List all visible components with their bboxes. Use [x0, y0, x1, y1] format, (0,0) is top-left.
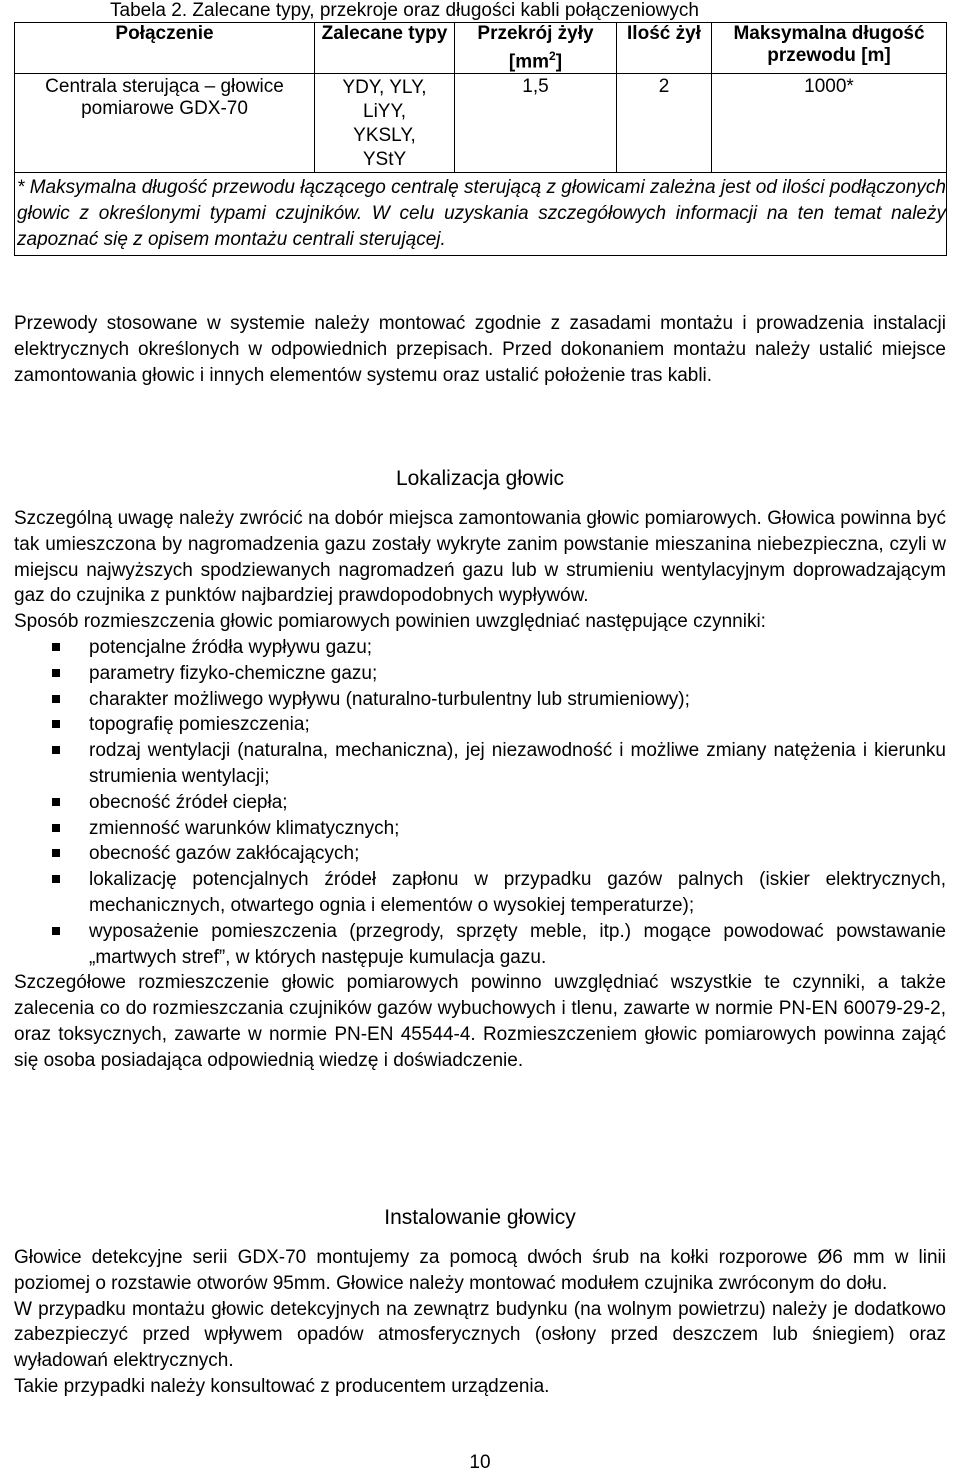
list-item: zmienność warunków klimatycznych; [14, 816, 946, 842]
cell-types: YDY, YLY, LiYY, YKSLY, YStY [315, 74, 455, 173]
cell-max-length: 1000* [712, 74, 947, 173]
instalowanie-paragraph-3: Takie przypadki należy konsultować z producentem urządzenia. [14, 1375, 550, 1397]
square-bullet-icon [52, 746, 60, 754]
section-title-instalowanie: Instalowanie głowicy [384, 1206, 576, 1229]
cell-connection: Centrala sterująca – głowice pomiarowe GDX-70 [15, 74, 315, 173]
table-row [15, 74, 947, 173]
section-instalowanie-body [14, 1245, 946, 1400]
square-bullet-icon [52, 695, 60, 703]
list-item: wyposażenie pomieszczenia (przegrody, sprzęty meble, itp.) mogące powodować powstawanie „martwych stref”, w których następuje kumulacja gazu. [14, 919, 946, 971]
section-lokalizacja-body [14, 506, 946, 1074]
header-max-length: Maksymalna długość przewodu [m] [712, 23, 947, 74]
list-item: charakter możliwego wypływu (naturalno-turbulentny lub strumieniowy); [14, 687, 946, 713]
square-bullet-icon [52, 669, 60, 677]
header-types: Zalecane typy [315, 23, 455, 74]
list-item: topografię pomieszczenia; [14, 712, 946, 738]
section-title-lokalizacja: Lokalizacja głowic [395, 467, 565, 490]
table-footnote-row [15, 173, 947, 256]
header-cross-section: Przekrój żyły $[mm^2]$ [455, 23, 617, 74]
lokalizacja-paragraph-3: Szczegółowe rozmieszczenie głowic pomiarowych powinno uwzględniać wszystkie te czynniki, a także zalecenia co do rozmieszczania czujników gazów wybuchowych i tlenu, zawarte w normie PN-EN 60079-29-2, oraz toksycznych, zawarte w normie PN-EN 45544-4. Rozmieszczeniem głowic pomiarowych powinna zająć się osoba posiadająca odpowiednią wiedzę i doświadczenie. [14, 972, 946, 1071]
cable-table [14, 22, 947, 256]
factors-list [14, 635, 946, 970]
table-header-row [15, 23, 947, 74]
list-item: potencjalne źródła wypływu gazu; [14, 635, 946, 661]
list-item: lokalizację potencjalnych źródeł zapłonu w przypadku gazów palnych (iskier elektrycznych, mechanicznych, otwartego ognia i elementów o wysokiej temperaturze); [14, 867, 946, 919]
square-bullet-icon [52, 798, 60, 806]
square-bullet-icon [52, 875, 60, 883]
cell-cores: 2 [617, 74, 712, 173]
list-item: rodzaj wentylacji (naturalna, mechaniczna), jej niezawodność i możliwe zmiany natężenia i kierunku strumienia wentylacji; [14, 738, 946, 790]
page-number: 10 [469, 1452, 491, 1473]
table-caption: Tabela 2. Zalecane typy, przekroje oraz długości kabli połączeniowych [110, 0, 699, 21]
instalowanie-paragraph-2: W przypadku montażu głowic detekcyjnych na zewnątrz budynku (na wolnym powietrzu) należy je dodatkowo zabezpieczyć przed wpływem opadów atmosferycznych (osłony przed deszczem lub śniegiem) oraz wyładowań elektrycznych. [14, 1298, 946, 1372]
cell-cross-section: 1,5 [455, 74, 617, 173]
square-bullet-icon [52, 720, 60, 728]
lokalizacja-paragraph-2: Sposób rozmieszczenia głowic pomiarowych powinien uwzględniać następujące czynniki: [14, 611, 766, 633]
lokalizacja-paragraph-1: Szczególną uwagę należy zwrócić na dobór miejsca zamontowania głowic pomiarowych. Głowica powinna być tak umieszczona by nagromadzenia gazu zostały wykryte zanim powstanie mieszanina niebezpieczna, czyli w miejscu najwyższych spodziewanych nagromadzeń gazu lub w strumieniu wentylacyjnym doprowadzającym gaz do czujnika z punktów najbardziej prawdopodobnych wypływów. [14, 508, 946, 607]
table-footnote: * Maksymalna długość przewodu łączącego centralę sterującą z głowicami zależna jest od ilości podłączonych głowic z określonymi typami czujników. W celu uzyskania szczegółowych informacji na ten temat należy zapoznać się z opisem montażu centrali sterującej. [15, 173, 947, 256]
list-item: obecność gazów zakłócających; [14, 841, 946, 867]
square-bullet-icon [52, 927, 60, 935]
square-bullet-icon [52, 824, 60, 832]
square-bullet-icon [52, 643, 60, 651]
intro-paragraph: Przewody stosowane w systemie należy montować zgodnie z zasadami montażu i prowadzenia instalacji elektrycznych określonych w odpowiednich przepisach. Przed dokonaniem montażu należy ustalić miejsce zamontowania głowic i innych elementów systemu oraz ustalić położenie tras kabli. [14, 313, 946, 386]
header-connection: Połączenie [15, 23, 315, 74]
instalowanie-paragraph-1: Głowice detekcyjne serii GDX-70 montujemy za pomocą dwóch śrub na kołki rozporowe Ø6 mm w linii poziomej o rozstawie otworów 95mm. Głowice należy montować modułem czujnika zwróconym do dołu. [14, 1247, 946, 1294]
header-cores: Ilość żył [617, 23, 712, 74]
list-item: obecność źródeł ciepła; [14, 790, 946, 816]
list-item: parametry fizyko-chemiczne gazu; [14, 661, 946, 687]
square-bullet-icon [52, 849, 60, 857]
